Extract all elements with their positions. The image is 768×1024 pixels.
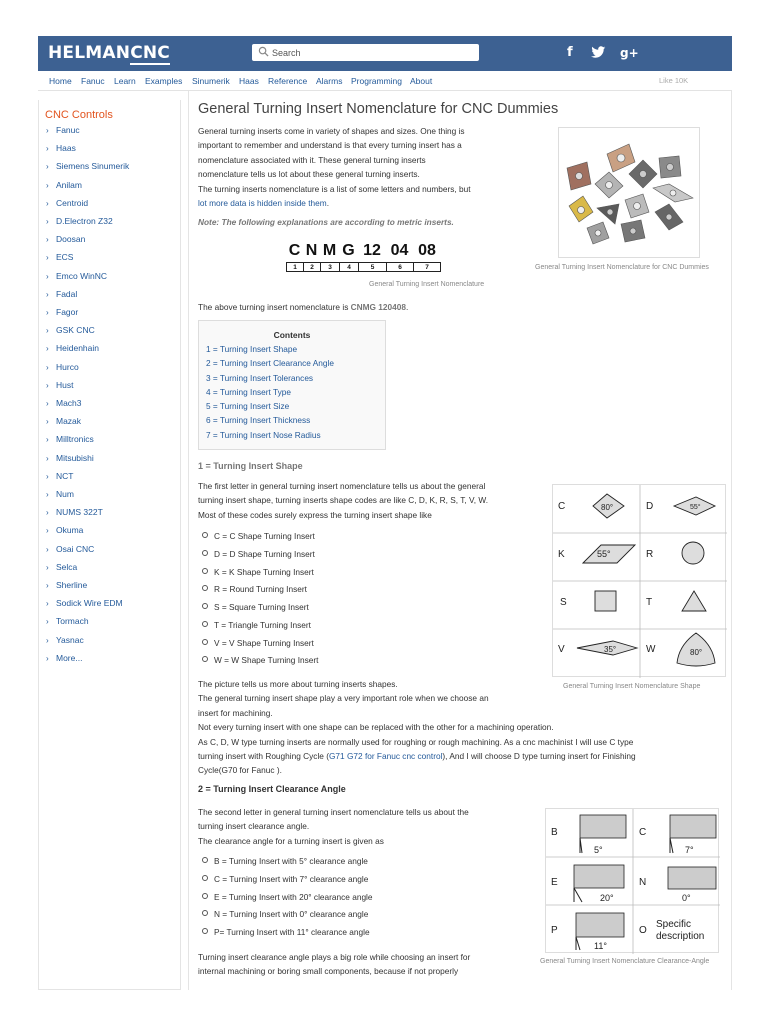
sidebar-item-fanuc[interactable]: › Fanuc: [46, 125, 80, 135]
sidebar-item-selca[interactable]: › Selca: [46, 561, 78, 572]
svg-text:Specific: Specific: [656, 919, 692, 930]
svg-text:55°: 55°: [597, 549, 611, 559]
svg-text:55°: 55°: [690, 504, 701, 511]
sidebar-item-nums-322t[interactable]: › NUMS 322T: [46, 507, 103, 518]
contents-title: Contents: [273, 330, 311, 340]
sidebar-item-mazak[interactable]: › Mazak: [46, 416, 82, 427]
clearance-angle-chart: [545, 808, 719, 953]
section-heading-shape: 1 = Turning Insert Shape: [198, 461, 303, 471]
shape-caption: General Turning Insert Nomenclature Shape: [563, 683, 701, 690]
sidebar-item-mach3[interactable]: › Mach3: [46, 398, 82, 408]
chevron-right-icon: ›: [46, 198, 49, 208]
chevron-right-icon: ›: [46, 635, 49, 645]
list-item: W = W Shape Turning Insert: [202, 655, 318, 665]
list-item: V = V Shape Turning Insert: [202, 638, 314, 648]
like-count[interactable]: Like 10K: [659, 76, 689, 85]
main-nav: [38, 71, 732, 91]
svg-text:35°: 35°: [604, 645, 617, 654]
chevron-right-icon: ›: [46, 417, 49, 427]
chevron-right-icon: ›: [46, 471, 49, 481]
sidebar-item-hurco[interactable]: › Hurco: [46, 361, 79, 372]
svg-text:0°: 0°: [682, 893, 691, 903]
table-of-contents: [198, 320, 386, 450]
sidebar-item-sodick-wire-edm[interactable]: › Sodick Wire EDM: [46, 598, 123, 609]
chevron-right-icon: ›: [46, 271, 49, 281]
chevron-right-icon: ›: [46, 344, 49, 354]
sidebar-item-osai-cnc[interactable]: › Osai CNC: [46, 543, 95, 554]
list-item: C = C Shape Turning Insert: [202, 531, 315, 541]
intro-paragraph: General turning inserts come in variety of shapes and sizes. One thing is important to remember and understand is that every turning insert has a nomenclature associated with it. These general turning inserts nomenclature tells us lot about these general turning inserts. The turning inserts nomenclature is a list of some letters and numbers, but lot more data is hidden inside them.: [198, 126, 471, 209]
sidebar-item-doosan[interactable]: › Doosan: [46, 234, 86, 245]
nav-programming[interactable]: Programming: [351, 76, 403, 86]
sidebar-item-siemens-sinumerik[interactable]: › Siemens Sinumerik: [46, 161, 130, 172]
search-box[interactable]: [252, 44, 479, 61]
svg-text:O: O: [639, 925, 647, 936]
nav-fanuc[interactable]: Fanuc: [81, 76, 105, 86]
svg-text:E: E: [551, 877, 558, 888]
site-logo[interactable]: HELMANCNC: [48, 43, 170, 63]
list-item: K = K Shape Turning Insert: [202, 567, 314, 577]
chevron-right-icon: ›: [46, 326, 49, 336]
sidebar-item-hust[interactable]: › Hust: [46, 379, 74, 390]
chevron-right-icon: ›: [46, 453, 49, 463]
section2-paragraph: The second letter in general turning insert nomenclature tells us about the turning insert clearance angle. The clearance angle for a turning insert is given as: [198, 807, 469, 846]
chevron-right-icon: ›: [46, 144, 49, 154]
search-icon: [258, 46, 269, 57]
svg-text:7°: 7°: [685, 845, 694, 855]
nomenclature-code-diagram: C N M G 12 04 08 1 2 3 4 5 6 7: [286, 242, 441, 273]
toc-item[interactable]: 2 = Turning Insert Clearance Angle: [206, 358, 334, 368]
sidebar-title: CNC Controls: [45, 109, 113, 121]
facebook-icon[interactable]: f: [567, 45, 573, 60]
section1-paragraph: The first letter in general turning insert nomenclature tells us about the general turning insert shape, turning inserts shape codes are like C, D, K, R, S, T, V, W. Most of these codes surely express the turning insert shape like: [198, 481, 489, 520]
sidebar-item-milltronics[interactable]: › Milltronics: [46, 434, 94, 445]
nav-haas[interactable]: Haas: [239, 76, 259, 86]
list-item: S = Square Turning Insert: [202, 602, 309, 612]
shape-label-s: S: [560, 597, 567, 608]
sidebar-item-sherline[interactable]: › Sherline: [46, 580, 88, 590]
page-title: General Turning Insert Nomenclature for CNC Dummies: [198, 101, 559, 117]
shape-label-c: C: [558, 501, 566, 512]
list-item: B = Turning Insert with 5° clearance angle: [202, 856, 368, 866]
svg-text:P: P: [551, 925, 558, 936]
chevron-right-icon: ›: [46, 308, 49, 317]
sidebar-item-nct[interactable]: › NCT: [46, 470, 74, 481]
list-item: D = D Shape Turning Insert: [202, 549, 315, 559]
chevron-right-icon: ›: [46, 126, 49, 135]
sidebar: [38, 100, 181, 990]
svg-text:description: description: [656, 931, 705, 942]
chevron-right-icon: ›: [46, 399, 49, 408]
chevron-right-icon: ›: [46, 581, 49, 590]
inserts-photo: [558, 127, 700, 258]
toc-item[interactable]: 1 = Turning Insert Shape: [206, 344, 298, 354]
shape-label-w: W: [646, 644, 656, 655]
section-heading-clearance: 2 = Turning Insert Clearance Angle: [198, 784, 346, 794]
chevron-right-icon: ›: [46, 362, 49, 372]
chevron-right-icon: ›: [46, 617, 49, 627]
chevron-right-icon: ›: [46, 599, 49, 609]
code-caption: General Turning Insert Nomenclature: [369, 281, 485, 288]
nav-about[interactable]: About: [410, 76, 433, 86]
list-item: N = Turning Insert with 0° clearance angle: [202, 909, 368, 919]
list-item: P= Turning Insert with 11° clearance angle: [202, 927, 370, 937]
toc-item[interactable]: 6 = Turning Insert Thickness: [206, 415, 311, 425]
sidebar-item-anilam[interactable]: › Anilam: [46, 179, 82, 190]
list-item: E = Turning Insert with 20° clearance angle: [202, 892, 373, 902]
above-text: The above turning insert nomenclature is CNMG 120408.: [198, 302, 409, 312]
sidebar-item-gsk-cnc[interactable]: › GSK CNC: [46, 325, 95, 336]
section2-after: Turning insert clearance angle plays a big role while choosing an insert for internal machining or boring small components, because if not properly: [198, 952, 471, 977]
shape-label-d: D: [646, 501, 654, 512]
hidden-data-link[interactable]: lot more data is hidden inside them: [198, 198, 327, 209]
nav-learn[interactable]: Learn: [114, 76, 136, 86]
chevron-right-icon: ›: [46, 653, 49, 663]
sidebar-item-more[interactable]: › More...: [46, 652, 83, 663]
sidebar-item-haas[interactable]: › Haas: [46, 143, 76, 154]
chevron-right-icon: ›: [46, 544, 49, 554]
nav-home[interactable]: Home: [49, 76, 72, 86]
chevron-right-icon: ›: [46, 435, 49, 445]
sidebar-item-fadal[interactable]: › Fadal: [46, 288, 78, 299]
sidebar-item-mitsubishi[interactable]: › Mitsubishi: [46, 452, 94, 463]
svg-text:11°: 11°: [594, 941, 607, 951]
sidebar-item-emco-winnc[interactable]: › Emco WinNC: [46, 270, 108, 281]
insert-shape-chart: [552, 484, 726, 677]
chevron-right-icon: ›: [46, 180, 49, 190]
sidebar-item-fagor[interactable]: › Fagor: [46, 307, 79, 317]
shape-label-v: V: [558, 644, 565, 655]
list-item: T = Triangle Turning Insert: [202, 620, 311, 630]
chevron-right-icon: ›: [46, 289, 49, 299]
chevron-right-icon: ›: [46, 562, 49, 572]
shape-label-k: K: [558, 549, 565, 560]
svg-text:80°: 80°: [601, 503, 614, 512]
sidebar-item-num[interactable]: › Num: [46, 489, 74, 499]
toc-item[interactable]: 3 = Turning Insert Tolerances: [206, 373, 314, 383]
chevron-right-icon: ›: [46, 217, 49, 226]
toc-item[interactable]: 5 = Turning Insert Size: [206, 401, 290, 411]
svg-text:C: C: [639, 827, 647, 838]
googleplus-icon[interactable]: g+: [620, 46, 639, 60]
search-input[interactable]: [272, 45, 472, 60]
toc-item[interactable]: 7 = Turning Insert Nose Radius: [206, 430, 321, 440]
inserts-caption: General Turning Insert Nomenclature for CNC Dummies: [535, 264, 709, 271]
nav-examples[interactable]: Examples: [145, 76, 183, 86]
sidebar-item-ecs[interactable]: › ECS: [46, 252, 74, 263]
nav-sinumerik[interactable]: Sinumerik: [192, 76, 230, 86]
chevron-right-icon: ›: [46, 490, 49, 499]
sidebar-item-okuma[interactable]: › Okuma: [46, 525, 84, 536]
toc-item[interactable]: 4 = Turning Insert Type: [206, 387, 291, 397]
twitter-icon[interactable]: [591, 46, 606, 59]
list-item: R = Round Turning Insert: [202, 584, 307, 594]
sidebar-item-tormach[interactable]: › Tormach: [46, 616, 89, 627]
clearance-caption: General Turning Insert Nomenclature Clearance-Angle: [540, 958, 710, 965]
nav-reference[interactable]: Reference: [268, 76, 308, 86]
list-item: C = Turning Insert with 7° clearance angle: [202, 874, 368, 884]
sidebar-item-d-electron-z32[interactable]: › D.Electron Z32: [46, 216, 113, 226]
g71-g72-link[interactable]: G71 G72 for Fanuc cnc control: [328, 751, 443, 762]
sidebar-item-heidenhain[interactable]: › Heidenhain: [46, 343, 100, 354]
shape-label-t: T: [646, 597, 653, 608]
chevron-right-icon: ›: [46, 162, 49, 172]
section1-after: The picture tells us more about turning inserts shapes. The general turning insert shape play a very important role when we choose an insert for machining. Not every turning insert with one shape can be replaced with the other for a machining operation. As C, D, W type turning inserts are normally used for roughing or rough machining. As a cnc machinist I will use C type turning insert with Roughing Cycle (G71 G72 for Fanuc cnc control), And I will choose D type turning insert for Finishing Cycle(G70 for Fanuc ).: [198, 679, 636, 776]
chevron-right-icon: ›: [46, 253, 49, 263]
chevron-right-icon: ›: [46, 508, 49, 518]
svg-text:N: N: [639, 877, 647, 888]
metric-note: Note: The following explanations are according to metric inserts.: [198, 217, 454, 227]
svg-text:5°: 5°: [594, 845, 603, 855]
sidebar-item-yasnac[interactable]: › Yasnac: [46, 634, 84, 645]
chevron-right-icon: ›: [46, 380, 49, 390]
site-header: [38, 36, 732, 71]
shape-label-r: R: [646, 549, 654, 560]
chevron-right-icon: ›: [46, 235, 49, 245]
nav-alarms[interactable]: Alarms: [316, 76, 343, 86]
svg-text:80°: 80°: [690, 648, 703, 657]
svg-text:B: B: [551, 827, 558, 838]
sidebar-item-centroid[interactable]: › Centroid: [46, 197, 89, 208]
chevron-right-icon: ›: [46, 526, 49, 536]
svg-text:20°: 20°: [600, 893, 614, 903]
